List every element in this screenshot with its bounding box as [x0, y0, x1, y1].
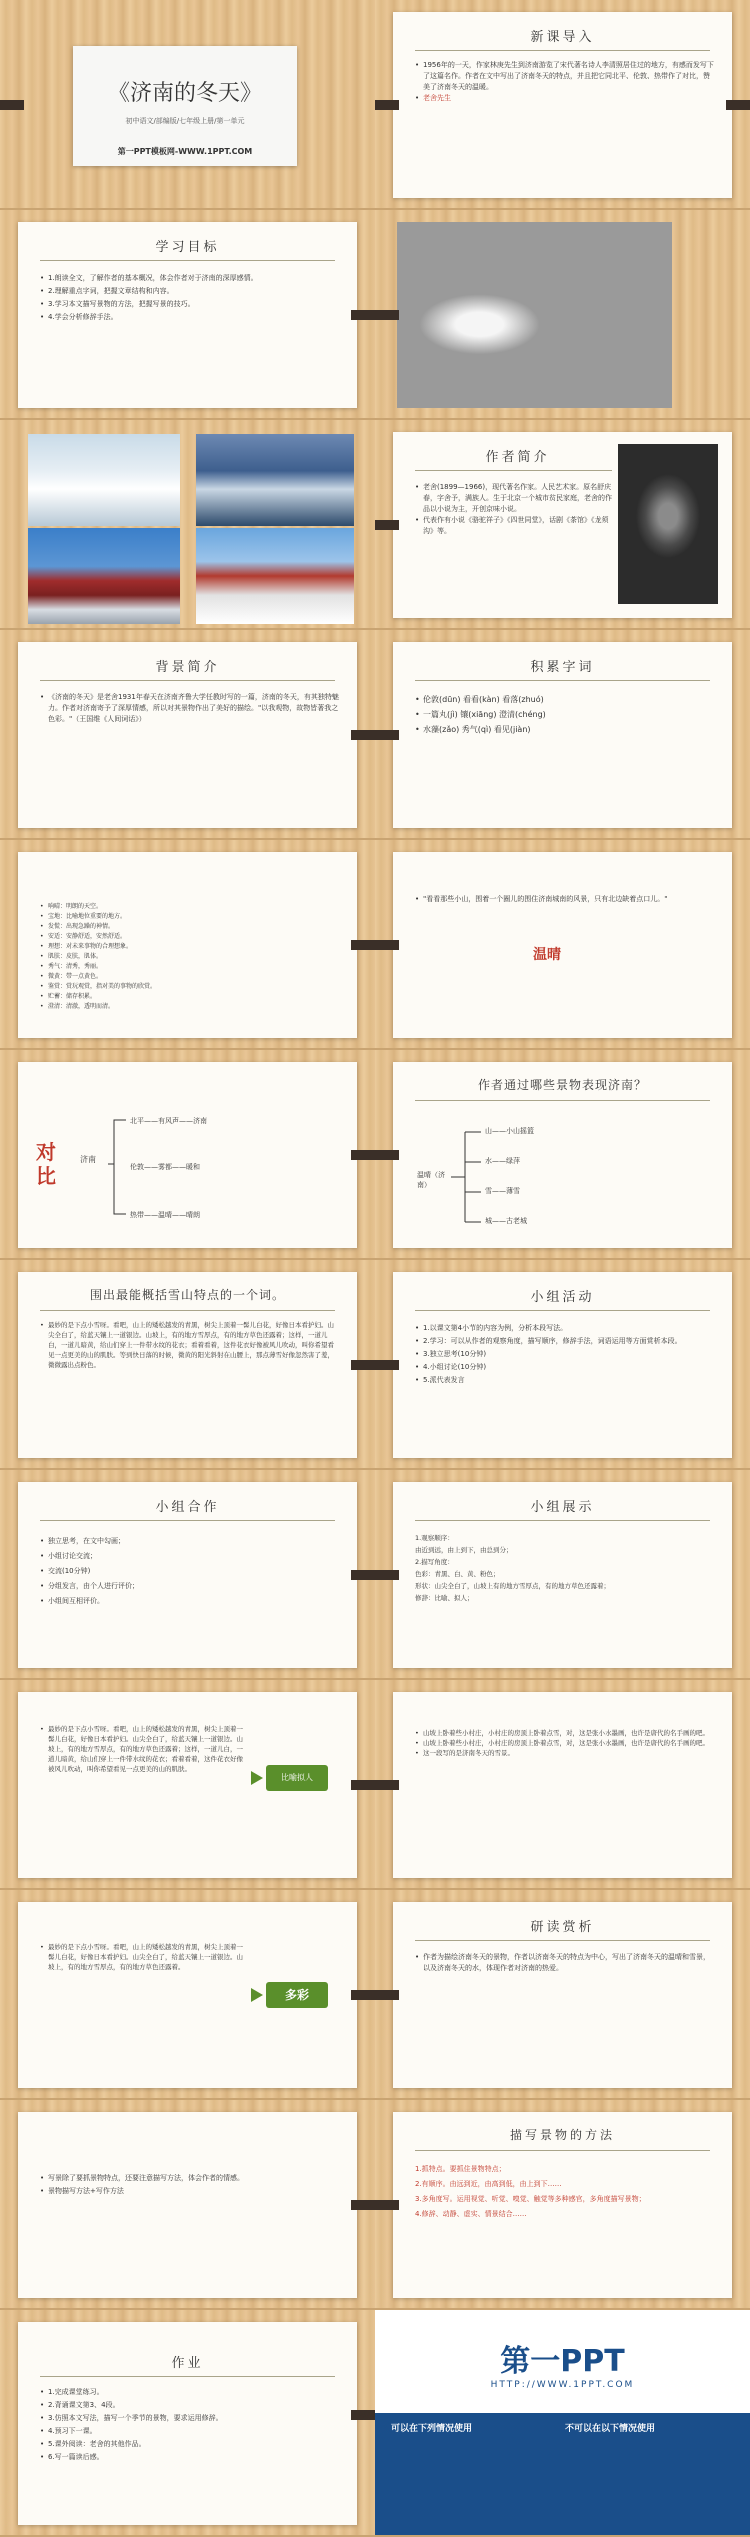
card	[393, 642, 732, 828]
list-item: • 老舍(1899—1966)，现代著名作家。人民艺术家。原名舒庆春，字舍予，满族人。生于北京一个城市贫民家庭，老舍的作品以小说为主，开创京味小说。	[415, 482, 612, 515]
clip-right	[351, 2410, 375, 2420]
slide-16[interactable]	[0, 1680, 375, 1890]
background-list	[40, 692, 339, 725]
analysis-list	[415, 1728, 714, 1758]
slide-7[interactable]	[375, 630, 750, 840]
compare-row: 伦敦——雾都——暖和	[130, 1163, 200, 1171]
brand-url: HTTP://WWW.1PPT.COM	[490, 2380, 635, 2390]
slide-23[interactable]	[375, 2310, 750, 2537]
list-item: 3.多角度写。运用视觉、听觉、嗅觉、触觉等多种感官，多角度描写景物；	[415, 2195, 646, 2203]
list-item: • 景物描写方法+写作方法	[40, 2185, 339, 2198]
pavilion-photo	[28, 528, 180, 624]
passage-list	[40, 1320, 339, 1370]
slide-title: 小组合作	[155, 1500, 220, 1515]
divider	[415, 1100, 710, 1101]
list-item: • 澄清：清澈，透明而清。	[40, 1002, 339, 1012]
slide-title: 作业	[171, 2356, 204, 2371]
list-item: • 3.仿照本文写法，描写一个季节的景物，要求运用修辞。	[40, 2412, 339, 2425]
list-item: • 山坡上卧着些小村庄，小村庄的房顶上卧着点雪，对，这是张小水墨画，也许是唐代的名手画的吧。	[415, 1738, 714, 1748]
card	[18, 642, 357, 828]
slide-13[interactable]	[375, 1260, 750, 1470]
clip-left	[0, 100, 24, 110]
compare-row: 北平——有风声——济南	[130, 1117, 207, 1125]
slide-22[interactable]	[0, 2310, 375, 2537]
slide-4b[interactable]	[0, 420, 375, 630]
card	[18, 1902, 357, 2088]
body-text: • 作者为描绘济南冬天的景物，作者以济南冬天的特点为中心，写出了济南冬天的温晴和雪景，以及济南冬天的水，体现作者对济南的热爱。	[415, 1952, 714, 1974]
passage-list	[40, 1942, 247, 1972]
slide-3[interactable]	[0, 210, 375, 420]
list-item: • 4.学会分析修辞手法。	[40, 311, 339, 324]
list-item: • 山坡上卧着些小村庄，小村庄的房顶上卧着点雪，对，这是张小水墨画，也许是唐代的名手画的吧。	[415, 1728, 714, 1738]
slide-15[interactable]	[375, 1470, 750, 1680]
arrow-icon	[251, 1988, 263, 2002]
card	[18, 2112, 357, 2298]
card	[393, 2112, 732, 2298]
slide-8[interactable]	[0, 840, 375, 1050]
body-text: • 1956年的一天，作家林庚先生到济南游览了宋代著名诗人李清照居住过的地方，有感而发写下了这篇名作。作者在文中写出了济南冬天的特点，并且把它同北平、伦敦、热带作了对比，赞美了济南冬天的温暖。	[415, 60, 714, 93]
list-item: • 3.学习本文描写景物的方法，把握写景的技巧。	[40, 298, 339, 311]
info-bar	[375, 2413, 750, 2537]
divider	[415, 1940, 710, 1941]
list-item: • 写景除了要抓景物特点，还要注意描写方法，体会作者的情感。	[40, 2172, 339, 2185]
card	[18, 852, 357, 1038]
list-item: • 贮蓄：储存积累。	[40, 992, 339, 1002]
list-item: • 5.派代表发言	[415, 1374, 714, 1387]
teamwork-list	[40, 1534, 339, 1609]
list-item: • 肌肤：皮肤，肌体。	[40, 952, 339, 962]
clip-left	[375, 310, 399, 320]
presentation-subtitle: 初中语文/部编版/七年级上册/第一单元	[125, 117, 245, 125]
list-item: • 小组讨论交流；	[40, 1549, 339, 1564]
tag-box: 多彩	[266, 1982, 328, 2008]
card	[393, 1272, 732, 1458]
slide-18[interactable]	[0, 1890, 375, 2100]
clip-left	[375, 1780, 399, 1790]
list-item: • 2.学习：可以从作者的观察角度，描写顺序，修辞手法，词语运用等方面赏析本段。	[415, 1335, 714, 1348]
clip-left	[375, 1150, 399, 1160]
divider	[40, 1520, 335, 1521]
list-item: 2.有顺序。由远到近，由高到低，由上到下……	[415, 2180, 562, 2188]
definitions-list	[40, 902, 339, 1012]
clip-right	[351, 310, 375, 320]
brand-slide	[375, 2310, 750, 2537]
quote-list	[415, 894, 714, 905]
canal-photo	[196, 434, 354, 526]
card	[393, 432, 732, 618]
card	[393, 1482, 732, 1668]
clip-left	[375, 2200, 399, 2210]
list-item: • 1.完成课堂练习。	[40, 2386, 339, 2399]
slide-title: 学习目标	[155, 240, 220, 255]
usage-denied-heading: 不可以在以下情况使用	[565, 2424, 656, 2434]
slide-title: 小组展示	[530, 1500, 595, 1515]
card	[18, 1062, 357, 1248]
clip-right	[726, 100, 750, 110]
clip-left	[375, 1570, 399, 1580]
divider	[40, 260, 335, 261]
list-item: • 宝地：比喻地位重要的地方。	[40, 912, 339, 922]
highlight-word: 温晴	[533, 947, 561, 963]
bracket	[108, 1112, 128, 1222]
slide-11[interactable]	[375, 1050, 750, 1260]
brand-logo: 第一PPT	[500, 2344, 625, 2379]
vocab-list	[415, 692, 714, 737]
tree-branch: 山——小山摇篮	[485, 1127, 534, 1135]
text-line: 由近到远，由上到下，由总到分；	[415, 1546, 513, 1554]
card	[393, 852, 732, 1038]
body-text: • 最妙的是下点小雪呀。看吧，山上的矮松越发的青黑，树尖上顶着一髻儿白花，好像日本看护妇。山尖全白了，给蓝天镶上一道银边。山坡上，有的地方雪厚点，有的地方草色还露着；这样，一道儿白，一道儿暗黄，给山们穿上一件带水纹的花衣；看着看着，这件花衣好像被风儿吹动，叫你希望看见一点更美的山的肌肤。等到快日落的时候，微黄的阳光斜射在山腰上，那点薄雪好像忽然害了羞，微微露出点粉色。	[40, 1320, 339, 1370]
presentation-title: 《济南的冬天》	[107, 81, 262, 106]
slide-body	[415, 60, 714, 104]
list-item: 4.修辞、动静、虚实、情景结合……	[415, 2210, 527, 2218]
activity-list	[415, 1322, 714, 1387]
slide-2[interactable]	[375, 0, 750, 210]
clip-left	[375, 730, 399, 740]
list-item: • 2.理解重点字词，把握文章结构和内容。	[40, 285, 339, 298]
divider	[415, 470, 612, 471]
card	[18, 1692, 357, 1878]
list-item: • 响晴：明朗的天空。	[40, 902, 339, 912]
slide-title: 研读赏析	[530, 1920, 595, 1935]
slide-17[interactable]	[375, 1680, 750, 1890]
body-text: • "看看那些小山，围着一个圈儿的围住济南城南的风景，只有北边缺着点口儿。"	[415, 894, 714, 905]
showcase-text	[415, 1532, 714, 1604]
slide-21[interactable]	[375, 2100, 750, 2310]
list-item: • 6.写一篇读后感。	[40, 2451, 339, 2464]
list-item: • 秀气：清秀，秀丽。	[40, 962, 339, 972]
slide-19[interactable]	[375, 1890, 750, 2100]
list-item: • 安适：安静舒适，安然舒适。	[40, 932, 339, 942]
slide-4[interactable]	[375, 210, 750, 420]
slide-title: 描写景物的方法	[509, 2128, 615, 2142]
tree-root: 温晴（济南）	[417, 1171, 445, 1189]
clip-left	[375, 1990, 399, 2000]
list-item: • 理想：对未来事物的合理想象。	[40, 942, 339, 952]
list-item: • 发慌：出现急躁的神情。	[40, 922, 339, 932]
list-item: • 4.小组讨论(10分钟)	[415, 1361, 714, 1374]
clip-right	[351, 1360, 375, 1370]
divider	[415, 680, 710, 681]
slide-title: 新课导入	[530, 30, 595, 45]
list-item: • 3.独立思考(10分钟)	[415, 1348, 714, 1361]
slide-12[interactable]	[0, 1260, 375, 1470]
divider	[415, 1310, 710, 1311]
card	[393, 1692, 732, 1878]
list-item: • 这一段写的是济南冬天的雪景。	[415, 1748, 714, 1758]
list-item: • 1.以课文第4小节的内容为例，分析本段写法。	[415, 1322, 714, 1335]
arrow-icon	[251, 1771, 263, 1785]
tree-branch: 雪——薄雪	[485, 1187, 520, 1195]
text-line: 色彩：青黑、白、黄、粉色；	[415, 1570, 500, 1578]
tree-branch: 城——古老城	[485, 1217, 527, 1225]
objectives-list	[40, 272, 339, 324]
slide-title: 围出最能概括雪山特点的一个词。	[89, 1288, 285, 1302]
text-line: 2.描写角度：	[415, 1558, 454, 1566]
snow-photo	[397, 222, 672, 408]
clip-left	[375, 940, 399, 950]
homework-list	[40, 2386, 339, 2464]
snow-tree-photo	[28, 434, 180, 526]
slide-6[interactable]	[0, 630, 375, 840]
card	[393, 1902, 732, 2088]
slide-14[interactable]	[0, 1470, 375, 1680]
summary-list	[40, 2172, 339, 2198]
card	[18, 1482, 357, 1668]
clip-right	[351, 1150, 375, 1160]
list-item: • 分组发言，由个人进行评价；	[40, 1579, 339, 1594]
list-item: 1.抓特点。要抓住景物特点；	[415, 2165, 506, 2173]
clip-right	[351, 940, 375, 950]
contrast-label: 对比	[36, 1140, 56, 1188]
slide-20[interactable]	[0, 2100, 375, 2310]
clip-right	[351, 730, 375, 740]
card	[393, 12, 732, 198]
tag-box: 比喻拟人	[266, 1765, 328, 1791]
list-item: • 5.课外阅读：老舍的其他作品。	[40, 2438, 339, 2451]
usage-allowed-heading: 可以在下列情况使用	[391, 2424, 473, 2434]
text-line: 修辞：比喻、拟人；	[415, 1594, 474, 1602]
passage-list	[40, 1724, 247, 1774]
card	[393, 1062, 732, 1248]
card	[18, 222, 357, 408]
methods-list	[415, 2162, 714, 2222]
list-item: • 交流(10分钟)	[40, 1564, 339, 1579]
divider	[40, 680, 335, 681]
presentation-footer: 第一PPT模板网-WWW.1PPT.COM	[117, 147, 253, 156]
divider	[415, 2150, 710, 2151]
body-text: • 《济南的冬天》是老舍1931年春天在济南齐鲁大学任教时写的一篇，济南的冬天，有其独特魅力。作者对济南寄予了深厚情感，所以对其景物作出了美好的描绘。"以我观物，故物皆著我之色彩。"（王国维《人间词话》）	[40, 692, 339, 725]
center-label: 济南	[80, 1155, 96, 1164]
slide-title: 小组活动	[530, 1290, 595, 1305]
card	[18, 1272, 357, 1458]
tree-branch: 水——绿萍	[485, 1157, 520, 1165]
list-item: • 水藻(zǎo) 秀气(qì) 看见(jiàn)	[415, 722, 714, 737]
list-item: • 2.背诵课文第3、4段。	[40, 2399, 339, 2412]
text-line: 1.观察顺序：	[415, 1534, 454, 1542]
list-item: • 独立思考，在文中勾画；	[40, 1534, 339, 1549]
slide-1[interactable]	[0, 0, 375, 210]
clip-right	[351, 2200, 375, 2210]
text-line: 形状：山尖全白了，山坡上有的地方雪厚点，有的地方草色还露着；	[415, 1582, 610, 1590]
clip-right	[351, 1570, 375, 1580]
divider	[415, 50, 710, 51]
list-item: • 鉴赏：赏玩观赏，指对美的事物的欣赏。	[40, 982, 339, 992]
slide-5[interactable]	[375, 420, 750, 630]
list-item: • 代表作有小说《骆驼祥子》《四世同堂》，话剧《茶馆》《龙须沟》等。	[415, 515, 612, 537]
slide-title: 作者通过哪些景物表现济南？	[477, 1078, 647, 1092]
list-item: • 1.朗读全文，了解作者的基本概况，体会作者对于济南的深厚感情。	[40, 272, 339, 285]
clip-left	[375, 520, 399, 530]
author-label: • 老舍先生	[415, 93, 714, 104]
slide-title: 作者简介	[485, 450, 550, 465]
body-text: • 最妙的是下点小雪呀。看吧，山上的矮松越发的青黑，树尖上顶着一髻儿白花，好像日本看护妇。山尖全白了，给蓝天镶上一道银边。山坡上，有的地方雪厚点，有的地方草色还露着；这样，一道儿白，一道儿暗黄，给山们穿上一件带水纹的花衣；看着看着，这件花衣好像被风儿吹动，叫你希望看见一点更美的山的肌肤。	[40, 1724, 247, 1774]
divider	[415, 1520, 710, 1521]
list-item: • 伦敦(dūn) 看看(kàn) 看落(zhuó)	[415, 692, 714, 707]
clip-right	[351, 1780, 375, 1790]
slide-10[interactable]	[0, 1050, 375, 1260]
clip-left	[375, 1360, 399, 1370]
list-item: • 小组间互相评价。	[40, 1594, 339, 1609]
clip-left	[375, 100, 399, 110]
divider	[40, 2376, 335, 2377]
divider	[40, 1310, 335, 1311]
list-item: • 微黄：带一点黄色。	[40, 972, 339, 982]
clip-right	[351, 1990, 375, 2000]
slide-title: 积累字词	[530, 660, 595, 675]
list-item: • 一篇丸(jì) 镶(xiāng) 澄清(chéng)	[415, 707, 714, 722]
title-box	[55, 28, 315, 178]
author-list	[415, 482, 612, 537]
body-text: • 最妙的是下点小雪呀。看吧，山上的矮松越发的青黑，树尖上顶着一髻儿白花，好像日本看护妇。山尖全白了，给蓝天镶上一道银边。山坡上，有的地方雪厚点，有的地方草色还露着。	[40, 1942, 247, 1972]
appreciation-list	[415, 1952, 714, 1974]
slide-9[interactable]	[375, 840, 750, 1050]
list-item: • 4.预习下一课。	[40, 2425, 339, 2438]
author-portrait	[618, 444, 718, 604]
compare-row: 热带——温晴——晴朗	[130, 1211, 200, 1219]
slide-title: 背景简介	[155, 660, 220, 675]
village-photo	[196, 528, 354, 624]
card	[18, 2322, 357, 2525]
